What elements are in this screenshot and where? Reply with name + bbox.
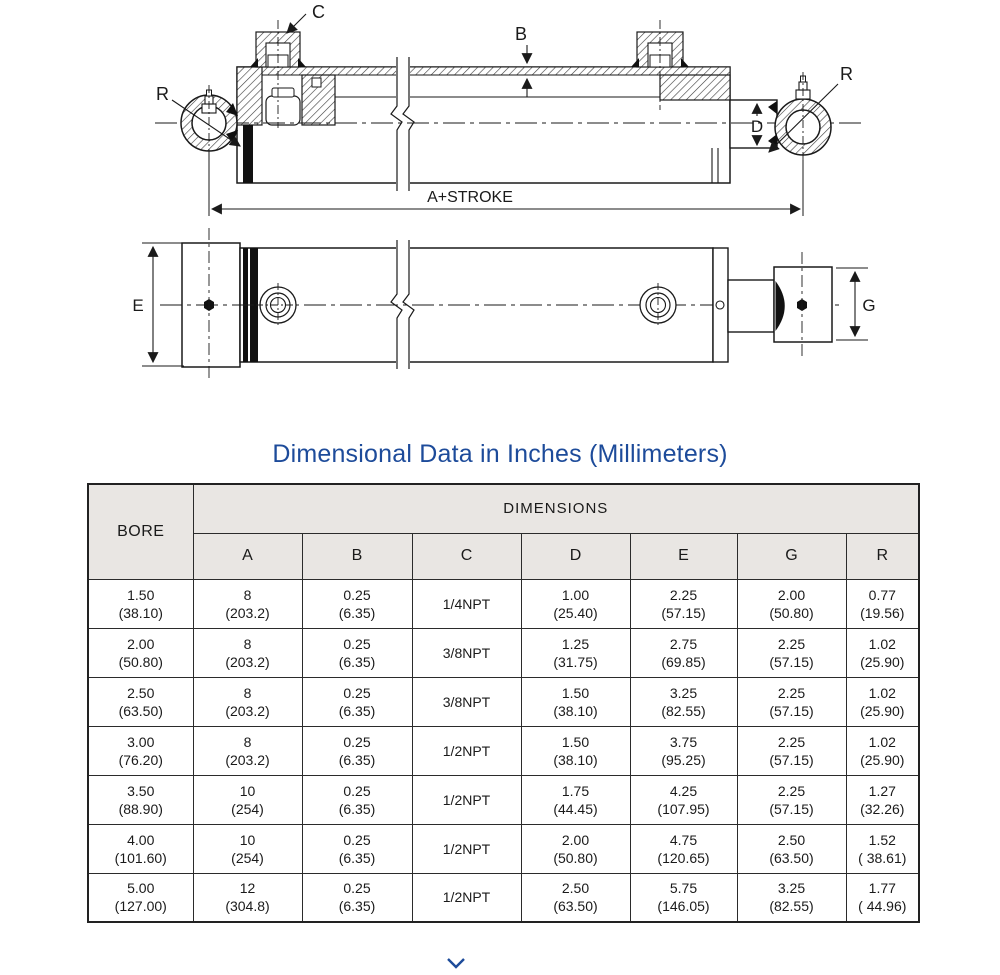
cylinder-drawing [0, 0, 1000, 432]
dimension-cell: 2.25 (57.15) [737, 677, 846, 726]
dimension-cell: 2.25 (57.15) [737, 775, 846, 824]
pivot-eye-left [181, 85, 238, 163]
section-title: Dimensional Data in Inches (Millimeters) [272, 440, 728, 468]
dimension-cell: 1.52 ( 38.61) [846, 824, 919, 873]
dimension-cell: 1.75 (44.45) [521, 775, 630, 824]
dimension-cell: 0.25 (6.35) [302, 824, 412, 873]
dimension-cell: 1/2NPT [412, 726, 521, 775]
column-header-r: R [846, 533, 919, 579]
table-row [88, 775, 919, 824]
dimension-cell: 2.50 (63.50) [737, 824, 846, 873]
dimension-cell: 1.27 (32.26) [846, 775, 919, 824]
dimension-cell: 2.00 (50.80) [737, 579, 846, 628]
column-header-b: B [302, 533, 412, 579]
dimension-cell: 1/2NPT [412, 873, 521, 922]
bore-cell: 3.00 (76.20) [88, 726, 193, 775]
chevron-down-icon[interactable] [444, 955, 468, 971]
top-view-group [155, 2, 865, 216]
dimension-cell: 1.77 ( 44.96) [846, 873, 919, 922]
dimension-cell: 1/4NPT [412, 579, 521, 628]
bore-cell: 2.50 (63.50) [88, 677, 193, 726]
dimension-cell: 2.25 (57.15) [737, 726, 846, 775]
dimension-cell: 8 (203.2) [193, 579, 302, 628]
dimension-cell: 0.25 (6.35) [302, 726, 412, 775]
dimensions-header: DIMENSIONS [193, 484, 919, 533]
bore-cell: 1.50 (38.10) [88, 579, 193, 628]
dimension-cell: 0.25 (6.35) [302, 677, 412, 726]
label-r-left: R [156, 84, 169, 104]
dimension-cell: 1.50 (38.10) [521, 726, 630, 775]
column-header-c: C [412, 533, 521, 579]
dimension-cell: 10 (254) [193, 775, 302, 824]
rod-eye-right [768, 72, 831, 165]
column-header-d: D [521, 533, 630, 579]
dimension-cell: 3.25 (82.55) [737, 873, 846, 922]
label-c: C [312, 2, 325, 22]
bore-header: BORE [88, 484, 193, 579]
dimension-cell: 3/8NPT [412, 628, 521, 677]
bore-cell: 3.50 (88.90) [88, 775, 193, 824]
bore-cell: 5.00 (127.00) [88, 873, 193, 922]
table-body [88, 579, 919, 922]
table-row [88, 824, 919, 873]
dimension-cell: 0.25 (6.35) [302, 873, 412, 922]
bore-cell: 2.00 (50.80) [88, 628, 193, 677]
dimension-cell: 0.25 (6.35) [302, 775, 412, 824]
column-header-g: G [737, 533, 846, 579]
label-b: B [514, 24, 528, 44]
column-header-e: E [630, 533, 737, 579]
dimension-cell: 3.25 (82.55) [630, 677, 737, 726]
label-a-stroke: A+STROKE [427, 189, 513, 206]
dimension-cell: 1.02 (25.90) [846, 726, 919, 775]
dimension-cell: 3.75 (95.25) [630, 726, 737, 775]
table-row [88, 579, 919, 628]
dimension-cell: 2.75 (69.85) [630, 628, 737, 677]
dimension-cell: 0.25 (6.35) [302, 628, 412, 677]
dimension-cell: 0.25 (6.35) [302, 579, 412, 628]
dimension-cell: 1.25 (31.75) [521, 628, 630, 677]
label-r-right: R [840, 64, 853, 84]
dimension-cell: 4.75 (120.65) [630, 824, 737, 873]
dimension-cell: 10 (254) [193, 824, 302, 873]
label-g: G [862, 296, 876, 315]
bore-cell: 4.00 (101.60) [88, 824, 193, 873]
dimension-cell: 0.77 (19.56) [846, 579, 919, 628]
dimension-cell: 2.25 (57.15) [737, 628, 846, 677]
dimension-cell: 1/2NPT [412, 775, 521, 824]
dimension-cell: 12 (304.8) [193, 873, 302, 922]
table-row [88, 873, 919, 922]
dimension-cell: 1.50 (38.10) [521, 677, 630, 726]
dimension-cell: 8 (203.2) [193, 726, 302, 775]
dimension-cell: 3/8NPT [412, 677, 521, 726]
column-header-a: A [193, 533, 302, 579]
label-d: D [750, 117, 764, 136]
side-view-group [132, 228, 875, 382]
dimension-cell: 5.75 (146.05) [630, 873, 737, 922]
table-row [88, 726, 919, 775]
dimension-cell: 2.50 (63.50) [521, 873, 630, 922]
dimension-cell: 2.00 (50.80) [521, 824, 630, 873]
dimension-cell: 1.00 (25.40) [521, 579, 630, 628]
dimension-cell: 2.25 (57.15) [630, 579, 737, 628]
table-row [88, 677, 919, 726]
dimensions-table [87, 483, 920, 923]
dimension-cell: 1/2NPT [412, 824, 521, 873]
label-e: E [132, 296, 144, 315]
dimension-cell: 1.02 (25.90) [846, 628, 919, 677]
dimension-cell: 8 (203.2) [193, 677, 302, 726]
dimension-cell: 1.02 (25.90) [846, 677, 919, 726]
table-row [88, 628, 919, 677]
dimension-cell: 4.25 (107.95) [630, 775, 737, 824]
dimension-cell: 8 (203.2) [193, 628, 302, 677]
